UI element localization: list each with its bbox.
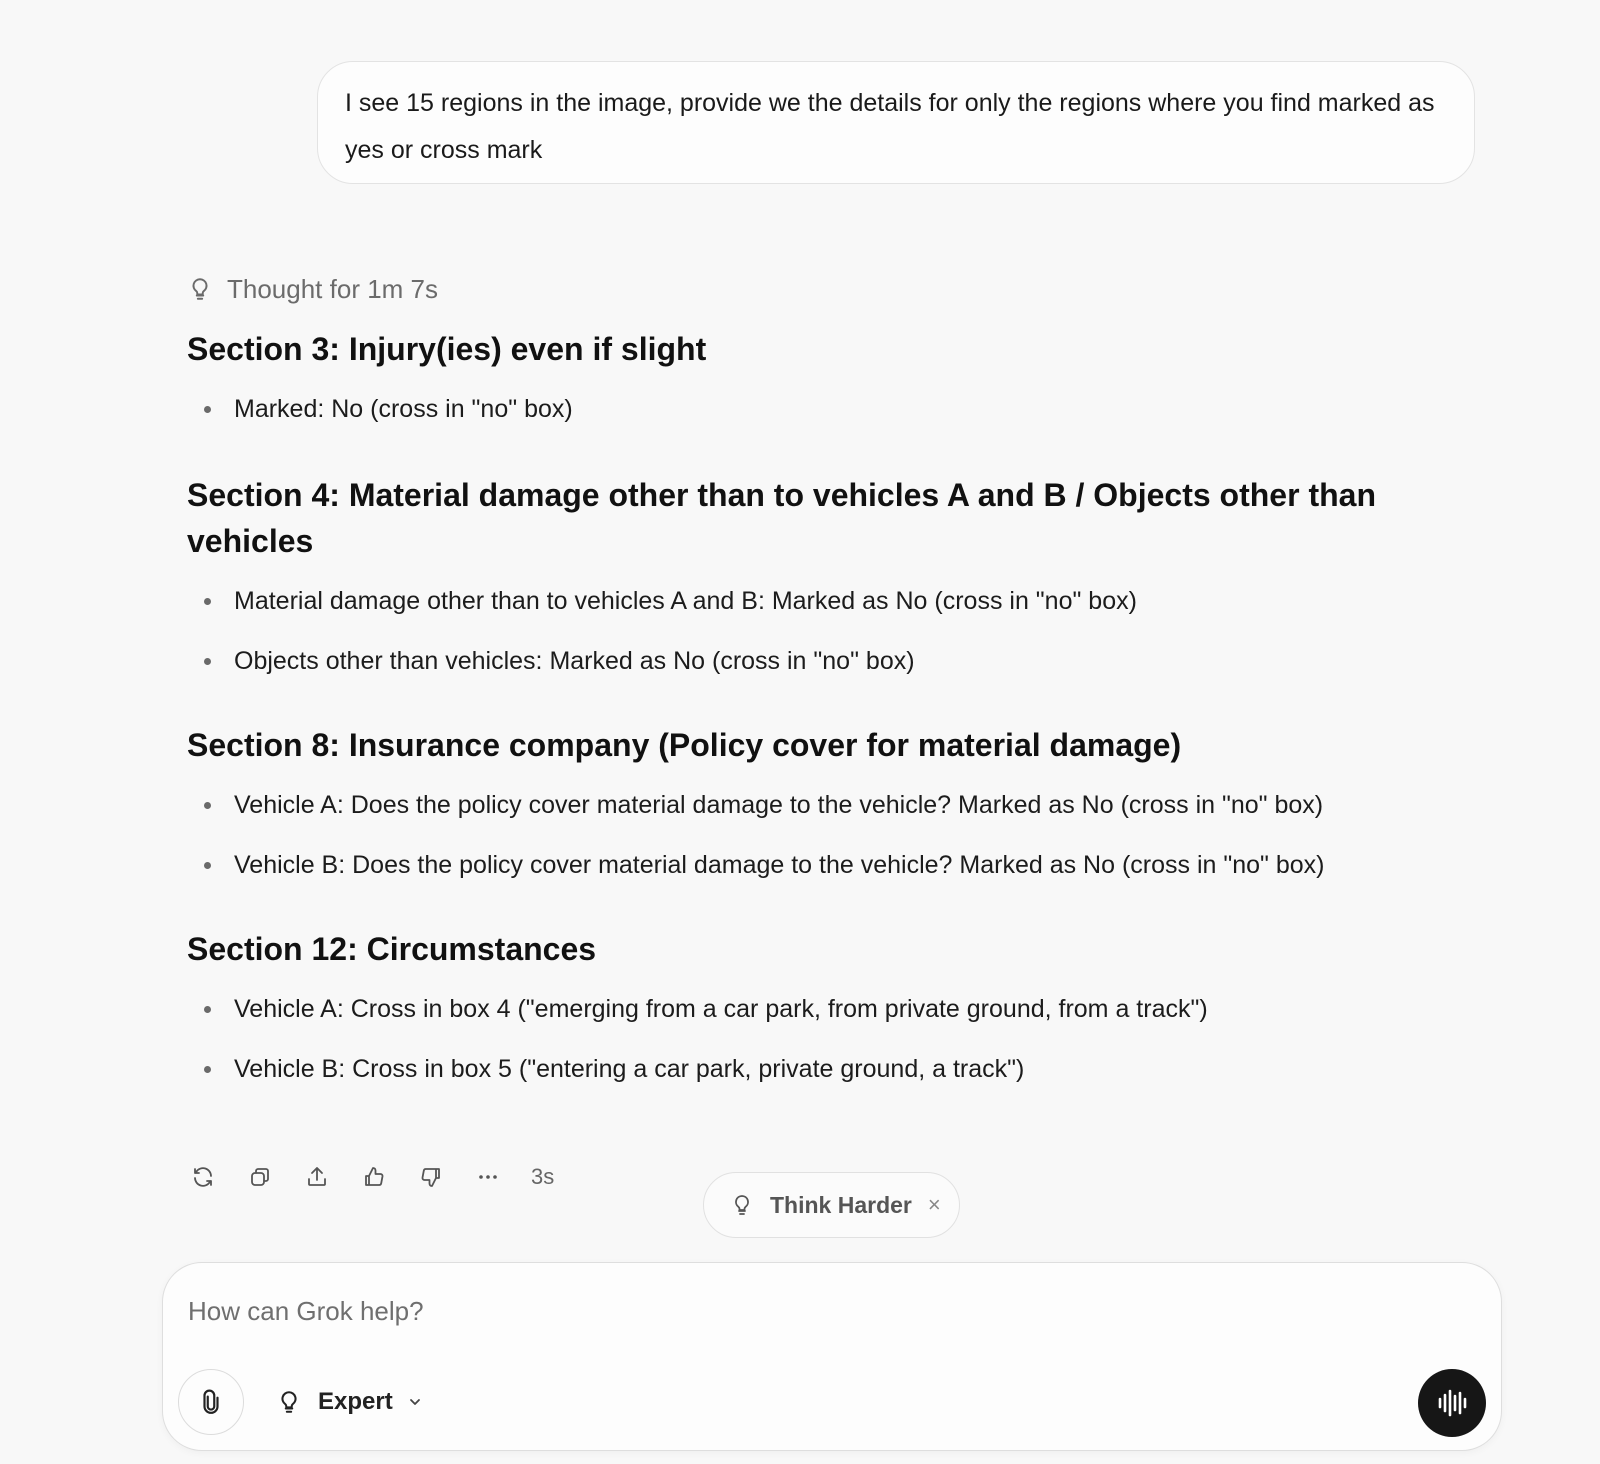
section-8 <box>187 722 1487 884</box>
prompt-input[interactable] <box>188 1291 1288 1331</box>
list-item: Vehicle B: Does the policy cover material damage to the vehicle? Marked as No (cross in "no" box) <box>187 846 1487 884</box>
think-harder-chip[interactable] <box>703 1172 960 1238</box>
user-message-bubble <box>317 61 1475 184</box>
voice-mode-button[interactable] <box>1418 1369 1486 1437</box>
thumbs-down-icon <box>419 1165 443 1189</box>
copy-button[interactable] <box>244 1161 276 1193</box>
assistant-response <box>187 266 1487 1088</box>
thought-toggle[interactable] <box>187 266 1487 312</box>
waveform-icon <box>1434 1385 1470 1421</box>
share-button[interactable] <box>301 1161 333 1193</box>
list-item: Material damage other than to vehicles A and B: Marked as No (cross in "no" box) <box>187 582 1487 620</box>
attach-button[interactable] <box>178 1369 244 1435</box>
chip-label: Think Harder <box>770 1191 912 1218</box>
share-icon <box>305 1165 329 1189</box>
section-title: Section 12: Circumstances <box>187 931 597 967</box>
section-4 <box>187 472 1487 680</box>
bullet-list <box>187 390 1487 428</box>
section-title: Section 4: Material damage other than to vehicles A and B / Objects other than vehicles <box>187 477 1376 559</box>
bullet-list <box>187 990 1487 1088</box>
thumbs-up-button[interactable] <box>358 1161 390 1193</box>
chevron-down-icon <box>407 1394 423 1410</box>
regenerate-icon <box>191 1165 215 1189</box>
user-message-text: I see 15 regions in the image, provide we the details for only the regions where you find marked as yes or cross mark <box>345 89 1435 164</box>
thought-label: Thought for 1m 7s <box>227 273 438 304</box>
more-icon <box>476 1165 500 1189</box>
lightbulb-icon <box>730 1193 754 1217</box>
lightbulb-icon <box>276 1389 302 1415</box>
thumbs-up-icon <box>362 1165 386 1189</box>
response-actions <box>187 1158 554 1196</box>
section-title: Section 8: Insurance company (Policy cover for material damage) <box>187 727 1182 763</box>
paperclip-icon <box>198 1389 224 1415</box>
list-item: Vehicle A: Cross in box 4 ("emerging from a car park, from private ground, from a track") <box>187 990 1487 1028</box>
more-button[interactable] <box>472 1161 504 1193</box>
regenerate-button[interactable] <box>187 1161 219 1193</box>
list-item: Vehicle B: Cross in box 5 ("entering a car park, private ground, a track") <box>187 1050 1487 1088</box>
copy-icon <box>248 1165 272 1189</box>
list-item: Vehicle A: Does the policy cover material damage to the vehicle? Marked as No (cross in "no" box) <box>187 786 1487 824</box>
bullet-list <box>187 786 1487 884</box>
section-3 <box>187 326 1487 428</box>
composer <box>162 1262 1502 1451</box>
section-title: Section 3: Injury(ies) even if slight <box>187 331 707 367</box>
mode-selector[interactable] <box>276 1381 423 1423</box>
close-icon[interactable]: × <box>927 1192 941 1217</box>
list-item: Objects other than vehicles: Marked as No (cross in "no" box) <box>187 642 1487 680</box>
response-time: 3s <box>531 1164 555 1189</box>
bullet-list <box>187 582 1487 680</box>
list-item: Marked: No (cross in "no" box) <box>187 390 1487 428</box>
mode-label: Expert <box>318 1388 393 1415</box>
lightbulb-icon <box>187 276 213 302</box>
thumbs-down-button[interactable] <box>415 1161 447 1193</box>
section-12 <box>187 926 1487 1088</box>
